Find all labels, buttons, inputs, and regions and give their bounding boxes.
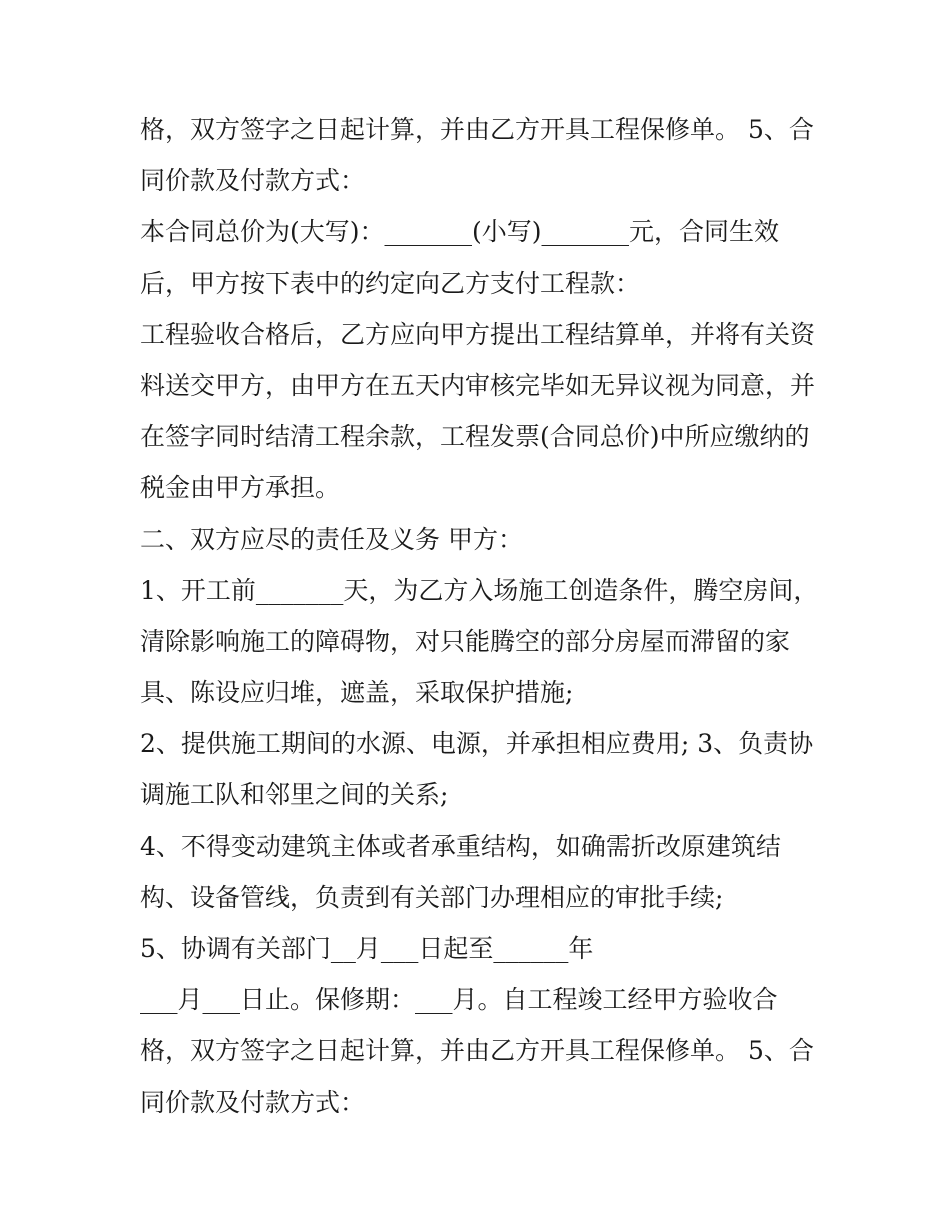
text-line: 2、提供施工期间的水源、电源，并承担相应费用; 3、负责协 (140, 729, 814, 759)
text-line: 5、协调有关部门__月___日起至______年 (140, 934, 594, 963)
text-line: 格，双方签字之日起计算，并由乙方开具工程保修单。 5、合 (140, 115, 814, 144)
text-line: 清除影响施工的障碍物，对只能腾空的部分房屋而滞留的家 (140, 626, 791, 656)
text-line: 构、设备管线，负责到有关部门办理相应的审批手续; (140, 882, 724, 912)
text-line: 本合同总价为(大写)：_______(小写)_______元，合同生效 (140, 217, 780, 247)
text-line: 1、开工前_______天，为乙方入场施工创造条件，腾空房间， (140, 575, 819, 605)
text-line: 同价款及付款方式： (140, 166, 366, 196)
text-line: ___月___日止。保修期：___月。自工程竣工经甲方验收合 (140, 985, 778, 1015)
document-body (140, 104, 820, 1128)
text-line: 在签字同时结清工程余款，工程发票(合同总价)中所应缴纳的 (140, 422, 810, 452)
text-line: 格，双方签字之日起计算，并由乙方开具工程保修单。 5、合 (140, 1036, 814, 1066)
text-line: 调施工队和邻里之间的关系; (140, 780, 449, 810)
text-line: 税金由甲方承担。 (140, 473, 341, 503)
text-line: 后，甲方按下表中的约定向乙方支付工程款： (140, 268, 641, 298)
text-line: 同价款及付款方式： (140, 1087, 366, 1117)
text-line: 具、陈设应归堆，遮盖，采取保护措施; (140, 678, 574, 708)
section-heading: 二、双方应尽的责任及义务 甲方： (140, 524, 523, 554)
text-line: 4、不得变动建筑主体或者承重结构，如确需折改原建筑结 (140, 831, 781, 861)
text-line: 料送交甲方，由甲方在五天内审核完毕如无异议视为同意，并 (140, 370, 816, 400)
text-line: 工程验收合格后，乙方应向甲方提出工程结算单，并将有关资 (140, 319, 816, 349)
